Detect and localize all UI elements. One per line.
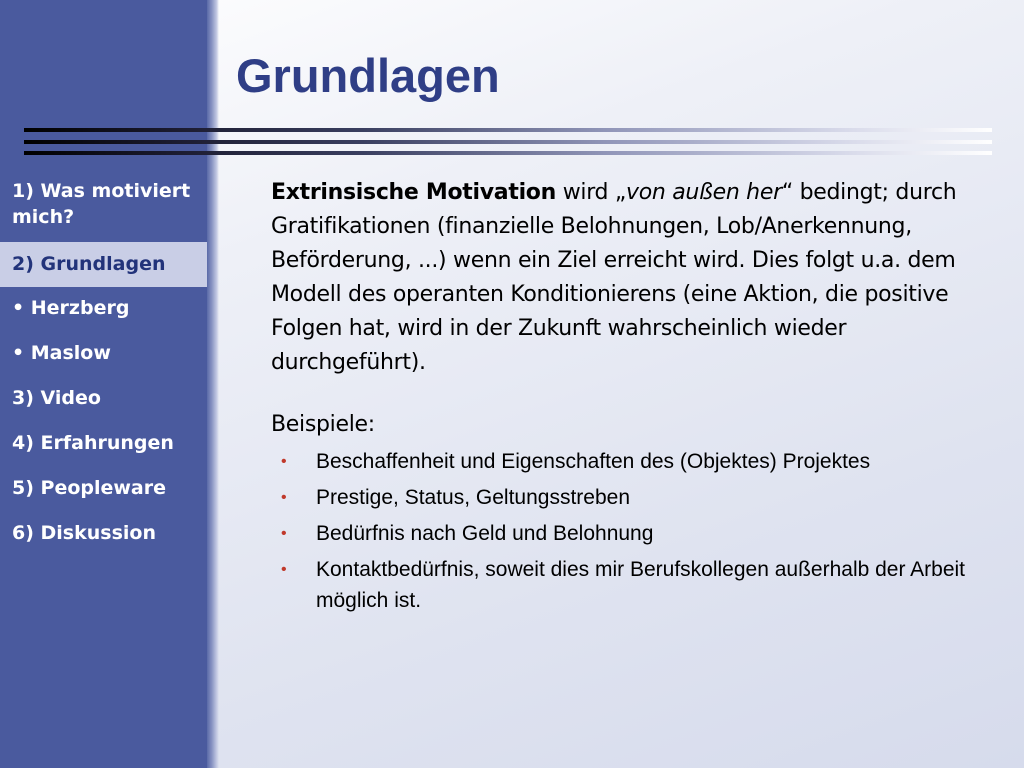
slide-content	[271, 176, 1001, 621]
nav-item-was-motiviert-mich[interactable]: 1) Was motiviert mich?	[12, 180, 191, 228]
intro-rest: “ bedingt; durch Gratifikationen (finanzielle Belohnungen, Lob/Anerkennung, Beförderung, ...) wenn ein Ziel erreicht wird. Dies folgt u.a. dem Modell des operanten Konditionierens (eine Aktion, die positive Folgen hat, wird in der Zukunft wahrscheinlich wieder durchgeführt).	[271, 180, 957, 375]
nav-item-video[interactable]: 3) Video	[12, 387, 101, 409]
nav-item-maslow[interactable]: • Maslow	[12, 342, 111, 364]
sidebar-shadow	[207, 0, 219, 768]
title-rule-3	[24, 151, 992, 155]
bullet-icon: •	[281, 453, 287, 470]
title-rule-2	[24, 140, 992, 144]
examples-heading: Beispiele:	[271, 412, 375, 437]
bullet-icon: •	[281, 489, 287, 506]
list-item	[271, 482, 996, 513]
list-item-text: Beschaffenheit und Eigenschaften des (Objektes) Projektes	[316, 450, 871, 473]
nav-item-herzberg[interactable]: • Herzberg	[12, 297, 130, 319]
list-item-text: Prestige, Status, Geltungsstreben	[316, 486, 631, 509]
list-item	[271, 554, 996, 616]
list-item-text: Bedürfnis nach Geld und Belohnung	[316, 522, 654, 545]
examples-list	[271, 446, 1001, 616]
list-item	[271, 446, 996, 477]
list-item-text: Kontaktbedürfnis, soweit dies mir Berufskollegen außerhalb der Arbeit möglich ist.	[316, 558, 966, 612]
bullet-icon: •	[281, 561, 287, 578]
intro-paragraph	[271, 176, 1001, 380]
intro-quote: von außen her	[626, 180, 782, 205]
sidebar-nav	[0, 170, 207, 557]
bullet-icon: •	[281, 525, 287, 542]
slide-title: Grundlagen	[236, 49, 500, 102]
nav-item-erfahrungen[interactable]: 4) Erfahrungen	[12, 432, 174, 454]
nav-item-peopleware[interactable]: 5) Peopleware	[12, 477, 167, 499]
list-item	[271, 518, 996, 549]
intro-term: Extrinsische Motivation	[271, 180, 556, 205]
title-rule-1	[24, 128, 992, 132]
intro-wird: wird „	[556, 180, 627, 205]
nav-item-grundlagen[interactable]: 2) Grundlagen	[0, 242, 207, 287]
nav-item-diskussion[interactable]: 6) Diskussion	[12, 522, 156, 544]
